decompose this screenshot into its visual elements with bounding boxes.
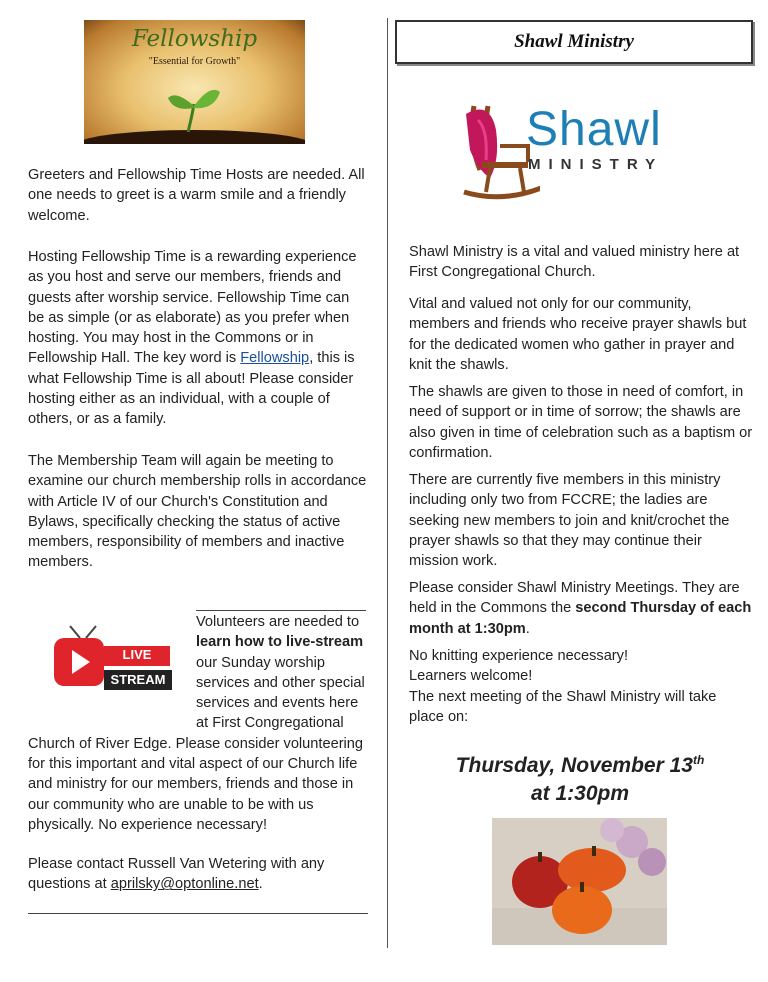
- shawl-ministry-logo: [460, 100, 700, 204]
- volunteer-paragraph: [28, 612, 368, 835]
- meetings-text: Please consider Shawl Ministry Meetings. They are held in the Commons the: [409, 580, 740, 617]
- volunteer-text: Volunteers are needed to: [196, 614, 360, 630]
- ministry-logo-word: MINISTRY: [528, 156, 664, 173]
- no-experience-line: No knitting experience necessary!: [409, 648, 629, 664]
- volunteer-rule: [196, 610, 366, 611]
- live-label: LIVE: [122, 647, 152, 662]
- contact-end: .: [258, 876, 263, 893]
- fellowship-banner: [84, 20, 305, 144]
- hosting-paragraph: [28, 247, 368, 430]
- shawl-meetings-paragraph: [409, 578, 754, 639]
- fellowship-subtitle: "Essential for Growth": [148, 56, 241, 67]
- membership-paragraph: The Membership Team will again be meeting to examine our church membership rolls in accordance with Article IV of our Church's Constitution and Bylaws, specifically checking the status of active members, responsibility of members and inactive members.: [28, 453, 367, 571]
- contact-text: Please contact Russell Van Wetering with any questions at: [28, 856, 325, 893]
- shawl-ministry-header: [395, 20, 753, 64]
- meeting-time: at 1:30pm: [530, 782, 630, 805]
- shawl-intro-paragraph: Shawl Ministry is a vital and valued ministry here at First Congregational Church.: [409, 244, 740, 281]
- fellowship-title: Fellowship: [131, 26, 258, 52]
- shawl-given-paragraph: The shawls are given to those in need of comfort, in need of support or in time of sorrow; the shawls are also given in time of celebration such as a baptism or confirmation.: [409, 384, 753, 461]
- hosting-text-end: , this is what Fellowship Time is all about! Please consider hosting either as an individual, with a couple of others, or as a family.: [28, 350, 355, 428]
- fellowship-link[interactable]: Fellowship: [240, 350, 310, 367]
- contact-paragraph: [28, 854, 368, 895]
- meeting-date-suffix: th: [692, 753, 705, 767]
- shawl-logo-word: Shawl: [526, 103, 662, 156]
- meeting-date-text: Thursday, November 13: [455, 754, 693, 777]
- volunteer-rest: our Sunday worship services and other special services and events here at First Congregational Church of River Edge. Please consider volunteering for this important and vital aspect of our Church life and ministry for our members, friends and those in our community who are unable to be with us physically. No experience necessary!: [28, 654, 365, 833]
- contact-email-link[interactable]: aprilsky@optonline.net: [110, 876, 259, 893]
- shawl-header-title: Shawl Ministry: [514, 31, 634, 52]
- shawl-members-paragraph: There are currently five members in this ministry including only two from FCCRE; the ladies are seeking new members to join and knit/crochet the prayer shawls so that they may continue their mission work.: [409, 472, 730, 570]
- volunteer-bold: learn how to live-stream: [196, 634, 364, 651]
- next-meeting-date: [430, 746, 730, 808]
- column-divider: [387, 18, 388, 948]
- knitted-pumpkins-photo: [492, 818, 667, 945]
- stream-label: STREAM: [110, 672, 166, 687]
- bottom-rule: [28, 913, 368, 914]
- learners-line: Learners welcome!: [409, 668, 533, 685]
- greeters-paragraph: Greeters and Fellowship Time Hosts are needed. All one needs to greet is a warm smile and a friendly welcome.: [28, 167, 365, 224]
- hosting-text: Hosting Fellowship Time is a rewarding experience as you host and serve our members, friends and guests after worship service. Fellowship Time can be as simple (or as elaborate) as you prefer when hosting. You may host in the Commons or in Fellowship Hall. The key word is: [28, 249, 357, 367]
- meetings-bold: second Thursday of each month at 1:30pm: [409, 600, 752, 637]
- next-meeting-line: The next meeting of the Shawl Ministry will take place on:: [409, 688, 717, 725]
- shawl-welcome-block: [409, 646, 754, 727]
- meetings-end: .: [525, 620, 530, 637]
- pumpkins-image: [492, 818, 667, 945]
- shawl-vital-paragraph: Vital and valued not only for our community, members and friends who receive prayer shawls but for the dedicated women who gather in prayer and knit the shawls.: [409, 296, 747, 373]
